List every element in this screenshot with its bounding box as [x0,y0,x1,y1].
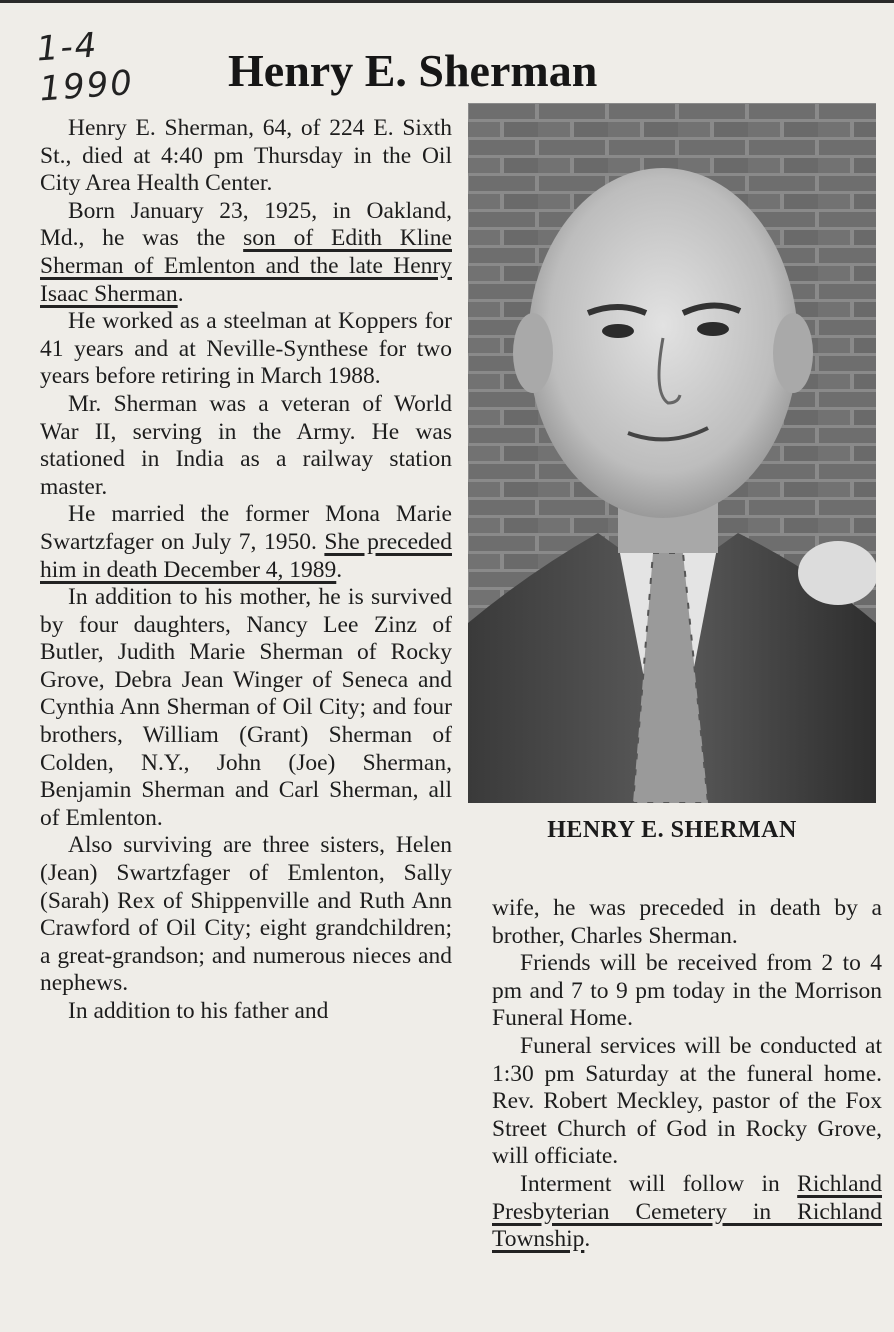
paragraph-marriage [40,501,452,584]
handwritten-date [35,21,170,110]
paragraph-military: Mr. Sherman was a veteran of World War II, serving in the Army. He was stationed in India as a railway station master. [40,390,452,500]
paragraph-survivors: In addition to his mother, he is survived by four daughters, Nancy Lee Zinz of Butler, Judith Marie Sherman of Rocky Grove, Debra Jean Winger of Seneca and Cynthia Ann Sherman of Oil City; and four brothers, William (Grant) Sherman of Colden, N.Y., John (Joe) Sherman, Benjamin Sherman and Carl Sherman, all of Emlenton. [40,584,452,831]
paragraph-birth [40,198,452,308]
paragraph-visitation: Friends will be received from 2 to 4 pm and 7 to 9 pm today in the Morrison Funeral Home. [492,950,882,1032]
handwritten-date-line1: 1-4 [35,25,100,70]
underlined-parents: son of Edith Kline Sherman of Emlenton and the late Henry Isaac Sherman [40,225,452,307]
paragraph-death: Henry E. Sherman, 64, of 224 E. Sixth St., died at 4:40 pm Thursday in the Oil City Area Health Center. [40,115,452,197]
portrait-illustration [468,103,876,803]
paragraph-birth-end: . [177,280,184,307]
paragraph-interment [492,1171,882,1254]
paragraph-interment-end: . [584,1226,591,1253]
paragraph-sisters: Also surviving are three sisters, Helen (Jean) Swartzfager of Emlenton, Sally (Sarah) Rex of Shippenville and Ruth Ann Crawford of Oil City; eight grandchildren; a great-grandson; and numerous nieces and nephews. [40,832,452,997]
photo-caption: HENRY E. SHERMAN [547,817,797,843]
paragraph-preceded-start: In addition to his father and [68,998,329,1024]
paragraph-preceded-end: wife, he was preceded in death by a brother, Charles Sherman. [492,895,882,949]
paragraph-services: Funeral services will be conducted at 1:30 pm Saturday at the funeral home. Rev. Robert Meckley, pastor of the Fox Street Church of God in Rocky Grove, will officiate. [492,1032,882,1170]
paragraph-marriage-end: . [336,556,343,583]
underlined-wife-death: She preceded him in death December 4, 1989 [40,528,452,583]
headline: Henry E. Sherman [228,45,598,96]
right-column [492,895,882,1254]
paragraph-career: He worked as a steelman at Koppers for 41 years and at Neville-Synthese for two years before retiring in March 1988. [40,308,452,390]
paragraph-birth-text: Born January 23, 1925, in Oakland, Md., he was the [40,197,452,252]
left-column [40,115,452,1026]
paragraph-interment-text: Interment will follow in [520,1170,798,1197]
portrait-photo [468,103,876,803]
handwritten-date-line2: 1990 [38,62,136,110]
paragraph-marriage-text: He married the former Mona Marie Swartzfager on July 7, 1950. [40,501,452,555]
underlined-cemetery: Richland Presbyterian Cemetery in Richland Township [492,1170,882,1253]
